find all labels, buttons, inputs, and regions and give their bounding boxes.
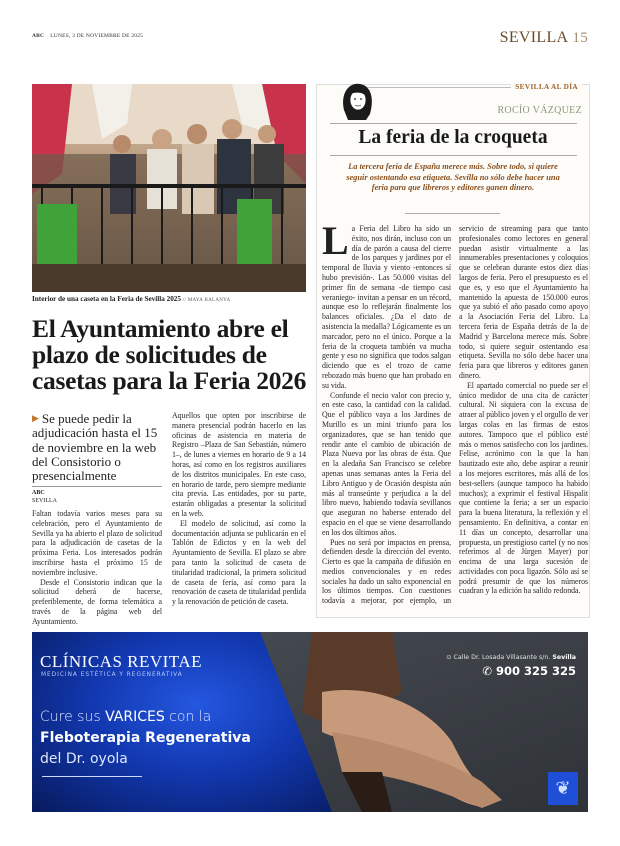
page-number: 15 [572,30,588,46]
divider [32,486,162,487]
column-title: La feria de la croqueta [358,127,548,148]
divider [405,213,500,214]
divider [330,155,577,156]
location-pin-icon: ⊙ [446,654,454,661]
issue-date: LUNES, 3 DE NOVIEMBRE DE 2025 [50,33,144,39]
paragraph: Aquellos que opten por inscribirse de manera presencial podrán hacerlo en las oficinas de asistencia en materia de Registro –Plaza de San Sebastián, número 1–, de lunes a viernes en horario de 9 a 14 horas, así como en los registros auxiliares de los distritos municipales. En este caso, en horario de tarde, pero siempre mediante cita previa. Las entidades, por su parte, estarán obligadas a presentar la solicitud en la web. [172,411,306,518]
divider [42,776,142,777]
byline [32,489,57,505]
photo-credit: // MAYA BALANYA [182,298,231,303]
article-headline: El Ayuntamiento abre el plazo de solicitudes de casetas para la Feria 2026 [32,314,307,395]
column-author: ROCÍO VÁZQUEZ [497,105,582,116]
article-photo [32,84,306,292]
paragraph [322,218,451,391]
ad-phone-number: 900 325 325 [495,664,576,678]
advertisement[interactable] [32,632,588,812]
article-body-col2 [172,411,306,607]
ad-text: Cure sus [40,709,106,725]
paper-name: ABC [32,33,45,39]
column-section-label: SEVILLA AL DÍA [511,83,582,91]
phone-icon: ✆ [482,664,496,678]
ad-phone[interactable] [482,664,576,678]
ad-address [446,654,576,661]
triangle-bullet-icon: ▶ [32,413,39,423]
ad-headline-line1 [40,709,211,725]
paragraph: Pues no será por impactos en prensa, defienden desde la dirección del evento. Cierto es que la campaña de difusión en medios convencionales y en redes sociales ha dado un salto exponencial en los últimos tiempos. Con cuestiones todavía a mejorar, por ejemplo, un servicio de streaming para que tanto profesionales como lectores en general puedan asistir virtualmente a las innumerables presentaciones y coloquios que se celebran durante estos diez días largos de feria. Pero el presupuesto es el que es, y eso que el Ayuntamiento ha mantenido la apuesta de 150.000 euros que ya subió el año pasado como apoyo a la Asociación Feria del Libro. La tercera feria de España detrás de la de Madrid y Barcelona merece más. Sobre todo, si quiere seguir ostentando esa etiqueta. Sevilla no sólo debe hacer una feria para que libreros y editores ganen dinero. [322,224,588,606]
ad-text-bold: VARICES [105,709,165,725]
paragraph: Confunde el necio valor con precio y, en este caso, la cantidad con la calidad. Que el público vaya a los Jardines de Murillo es un mini triunfo para los organizadores, que se han tenido que rendir ante el cambio de ubicación de Plaza Nueva por las obras de ésta. Que en la aledaña San Francisco se celebre apenas unas semanas antes la Feria del Libro Antiguo y de Ocasión despista aún más al transeúnte y perjudica a la del libro nuevo, habiendo todavía sevillanos que aseguran no haberse enterado del espacio en el que se viene desarrollando en los dos últimos años. [322,390,451,537]
photo-caption [32,295,230,303]
section-name: SEVILLA [499,29,569,46]
ad-text: con la [164,709,212,725]
ad-brand: CLÍNICAS REVITAE [40,652,202,671]
caption-text: Interior de una caseta en la Feria de Sevilla 2025 [32,295,181,303]
tree-logo-icon: ❦ [548,772,578,805]
article-body-col1 [32,509,162,627]
drop-cap: L [322,218,349,263]
divider [330,123,577,124]
ad-headline-line2: Fleboterapia Regenerativa [40,730,251,746]
paragraph: El apartado comercial no puede ser el único medidor de una cita de carácter cultural. Ni siquiera con la excusa de atraer al público joven y el orgullo de ver largas colas en las firmas de estos autores. Tampoco que el público esté más o menos satisfecho con los jardines. Felise, acrónimo con la que la han bautizado este año, debe aspirar a reunir a los mejores escritores, más allá de los best-sellers (aunque tampoco ha habido muchos); a exprimir el festival Hispalit que contiene la feria; a ser un espacio para la buena literatura, la reflexión y el pensamiento. En definitiva, a contar en 11 días un concepto, desarrollar una propuesta, un prestigioso cartel (y no nos referimos al de Jürgen Mayer) por encima de una larga sucesión de actividades con poca ligazón. Sólo así se podrá presumir de que los números cuadran y la edición ha salido redonda. [459,380,588,596]
ad-city: Sevilla [552,654,576,661]
paragraph: Faltan todavía varios meses para su celebración, pero el Ayuntamiento de Sevilla ya ha abierto el plazo de solicitud para la adjudicación de casetas de la próxima Feria. Los interesados podrán inscribirse hasta el próximo 15 de noviembre inclusive. [32,509,162,577]
ad-address-text: Calle Dr. Losada Villasante s/n. [453,654,553,661]
article-subhead [32,411,162,483]
page-header-right [500,29,588,47]
author-portrait [336,80,378,122]
column-body [322,218,588,606]
ad-headline-line3: del Dr. oyola [40,751,128,767]
paragraph-text: a Feria del Libro ha sido un éxito, nos dirán, incluso con un día de parón a causa del cierre de los parques y jardines por el temporal de lluvia y viento -entonces sí hubo previsión-. Las 50.000 visitas del primer fin de semana -de tiempo casi veraniego- invitan a pensar en un récord, aunque eso lo reflejarán finalmente los balances oficiales. ¿Da el dato de asistencia la medalla? Lógicamente es un marcador, pero no el único. Porque a la feria de la croqueta también va mucha gente y eso no significa que todos salgan diciendo que es el trozo de carne rebozado más bueno que han probado en su vida. [322,224,451,390]
column-summary: La tercera feria de España merece más. Sobre todo, si quiere seguir ostentando esa etiqueta. Sevilla no sólo debe hacer una feria para que libreros y editores ganen dinero. [346,162,560,193]
byline-place: SEVILLA [32,498,57,504]
subhead-text: Se puede pedir la adjudicación hasta el 15 de noviembre en la web del Consistorio o presencialmente [32,411,158,484]
paragraph: El modelo de solicitud, así como la documentación adjunta se publicarán en el Tablón de Edictos y en la web del Ayuntamiento de Sevilla. El plazo se abre para tanto la solicitud de caseta de titularidad tradicional, la primera solicitud de caseta de feria, así como para la renovación de caseta de titularidad perdida y la renovación de petición de caseta. [172,518,306,607]
ad-tagline: MEDICINA ESTÉTICA Y REGENERATIVA [41,672,183,678]
byline-author: ABC [32,490,45,496]
page-header-left [32,33,143,39]
paragraph: Desde el Consistorio indican que la solicitud deberá de hacerse, preferiblemente, de forma telemática a través de la página web del Ayuntamiento. [32,577,162,626]
